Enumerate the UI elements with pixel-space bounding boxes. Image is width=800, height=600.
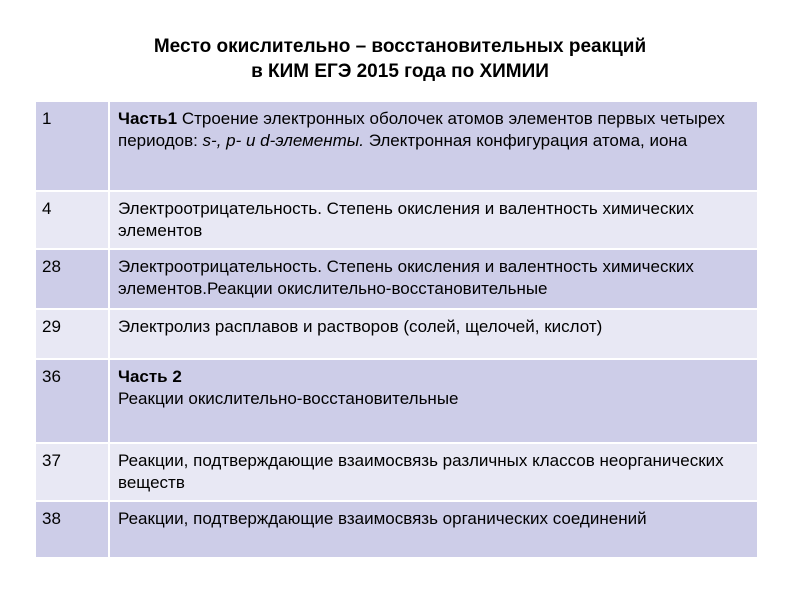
- task-number: 28: [35, 249, 109, 309]
- part-label: Часть 2: [118, 367, 182, 386]
- slide-title-line-1: Место окислительно – восстановительных реакций: [153, 36, 647, 57]
- part-label: Часть1: [118, 109, 178, 128]
- table-row: [35, 309, 758, 359]
- table-row: [35, 249, 758, 309]
- table-row: [35, 443, 758, 501]
- task-description: [109, 359, 758, 443]
- description-text: Реакции окислительно-восстановительные: [118, 389, 459, 408]
- task-number: 36: [35, 359, 109, 443]
- task-description: Электроотрицательность. Степень окисления и валентность химических элементов.Реакции окислительно-восстановительные: [109, 249, 758, 309]
- task-description: [109, 101, 758, 191]
- description-italic: s-, p- и d-элементы.: [202, 131, 364, 150]
- slide-title-line-2: в КИМ ЕГЭ 2015 года по ХИМИИ: [251, 61, 549, 82]
- description-text: Строение электронных оболочек атомов элементов первых четырех периодов:: [118, 109, 725, 150]
- task-description: Реакции, подтверждающие взаимосвязь органических соединений: [109, 501, 758, 558]
- task-number: 29: [35, 309, 109, 359]
- table-row: [35, 359, 758, 443]
- task-number: 38: [35, 501, 109, 558]
- topics-table: [34, 100, 759, 559]
- task-number: 1: [35, 101, 109, 191]
- description-text: Электронная конфигурация атома, иона: [363, 131, 688, 150]
- table-row: [35, 101, 758, 191]
- task-number: 37: [35, 443, 109, 501]
- table-row: [35, 501, 758, 558]
- task-description: Электроотрицательность. Степень окисления и валентность химических элементов: [109, 191, 758, 249]
- task-number: 4: [35, 191, 109, 249]
- task-description: Реакции, подтверждающие взаимосвязь различных классов неорганических веществ: [109, 443, 758, 501]
- task-description: Электролиз расплавов и растворов (солей, щелочей, кислот): [109, 309, 758, 359]
- slide-title: [0, 34, 800, 84]
- table-row: [35, 191, 758, 249]
